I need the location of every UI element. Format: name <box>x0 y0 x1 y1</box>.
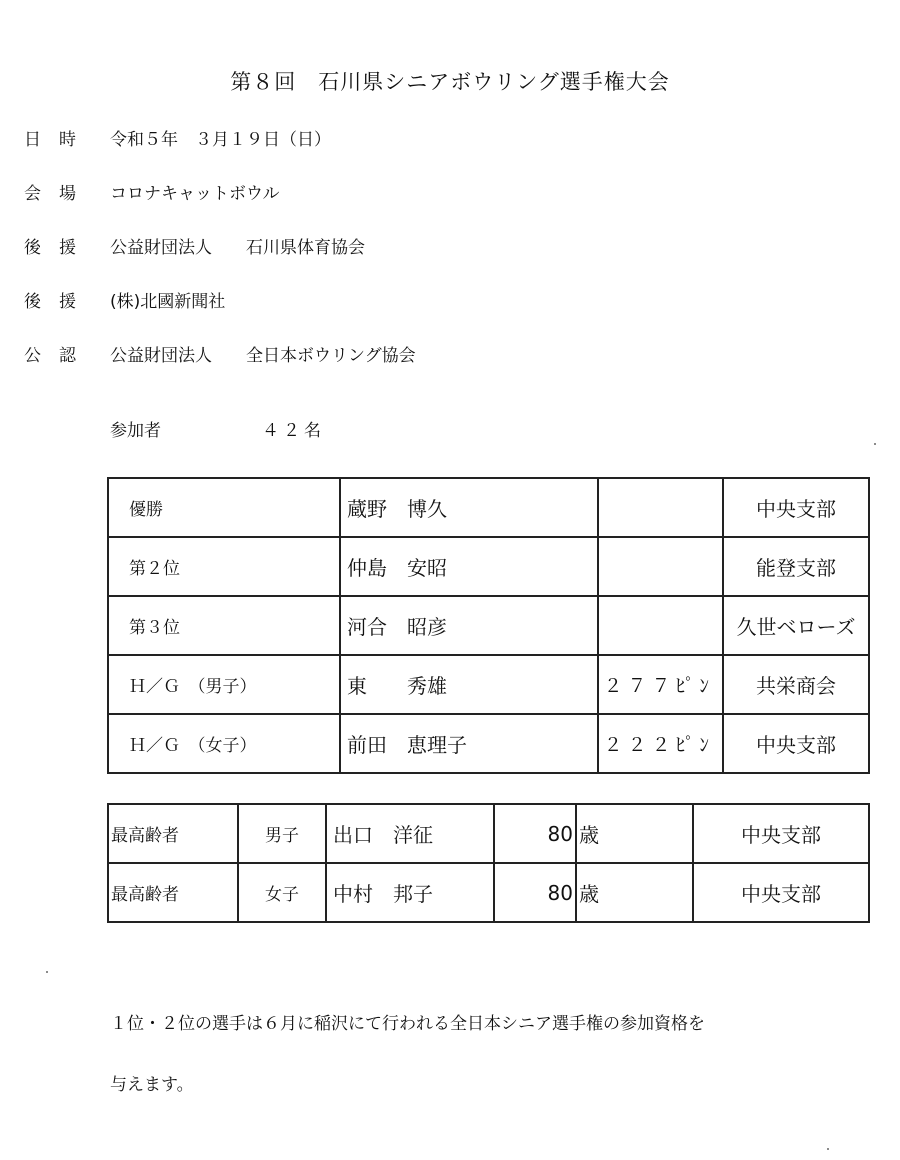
scan-speck <box>827 1148 829 1150</box>
results-table <box>107 477 870 774</box>
table-row <box>108 537 869 596</box>
info-value: 公益財団法人 全日本ボウリング協会 <box>110 346 416 366</box>
info-value: (株)北國新聞社 <box>110 292 226 312</box>
branch-cell: 中央支部 <box>723 714 869 773</box>
pins-cell <box>598 478 723 537</box>
info-value: 令和５年 ３月１９日（日） <box>110 130 331 150</box>
age-cell: 80 <box>494 863 576 922</box>
table-row <box>108 714 869 773</box>
age-unit-cell: 歳 <box>576 863 693 922</box>
name-cell: 前田 恵理子 <box>340 714 598 773</box>
info-label: 日時 <box>24 130 94 150</box>
info-value: 公益財団法人 石川県体育協会 <box>110 238 365 258</box>
oldest-players-table <box>107 803 870 923</box>
info-label: 公認 <box>24 346 94 366</box>
rank-cell: Ｈ／Ｇ （男子） <box>108 655 340 714</box>
scan-speck <box>46 971 48 973</box>
page-title: 第８回 石川県シニアボウリング選手権大会 <box>230 70 670 94</box>
rank-cell: 第２位 <box>108 537 340 596</box>
pins-cell <box>598 537 723 596</box>
name-cell: 仲島 安昭 <box>340 537 598 596</box>
table-row <box>108 478 869 537</box>
pins-cell <box>598 596 723 655</box>
note-line-2: 与えます。 <box>110 1075 194 1095</box>
name-cell: 中村 邦子 <box>326 863 494 922</box>
table-row <box>108 655 869 714</box>
info-value: コロナキャットボウル <box>110 184 280 204</box>
name-cell: 東 秀雄 <box>340 655 598 714</box>
participants-count: ４２名 <box>262 421 325 441</box>
note-line-1: １位・２位の選手は６月に稲沢にて行われる全日本シニア選手権の参加資格を <box>110 1014 705 1034</box>
category-cell: 最高齢者 <box>108 863 238 922</box>
branch-cell: 中央支部 <box>693 804 869 863</box>
rank-cell: Ｈ／Ｇ （女子） <box>108 714 340 773</box>
branch-cell: 久世ベローズ <box>723 596 869 655</box>
table-row <box>108 596 869 655</box>
pins-cell: ２２２ﾋﾟﾝ <box>598 714 723 773</box>
rank-cell: 優勝 <box>108 478 340 537</box>
table-row <box>108 863 869 922</box>
name-cell: 出口 洋征 <box>326 804 494 863</box>
sex-cell: 男子 <box>238 804 326 863</box>
sex-cell: 女子 <box>238 863 326 922</box>
name-cell: 河合 昭彦 <box>340 596 598 655</box>
info-label: 後援 <box>24 238 94 258</box>
branch-cell: 能登支部 <box>723 537 869 596</box>
category-cell: 最高齢者 <box>108 804 238 863</box>
age-cell: 80 <box>494 804 576 863</box>
age-unit-cell: 歳 <box>576 804 693 863</box>
pins-cell: ２７７ﾋﾟﾝ <box>598 655 723 714</box>
scan-speck <box>874 443 876 445</box>
branch-cell: 共栄商会 <box>723 655 869 714</box>
branch-cell: 中央支部 <box>723 478 869 537</box>
info-label: 後援 <box>24 292 94 312</box>
table-row <box>108 804 869 863</box>
rank-cell: 第３位 <box>108 596 340 655</box>
name-cell: 蔵野 博久 <box>340 478 598 537</box>
participants <box>110 416 325 441</box>
participants-label: 参加者 <box>110 421 161 441</box>
info-label: 会場 <box>24 184 94 204</box>
branch-cell: 中央支部 <box>693 863 869 922</box>
